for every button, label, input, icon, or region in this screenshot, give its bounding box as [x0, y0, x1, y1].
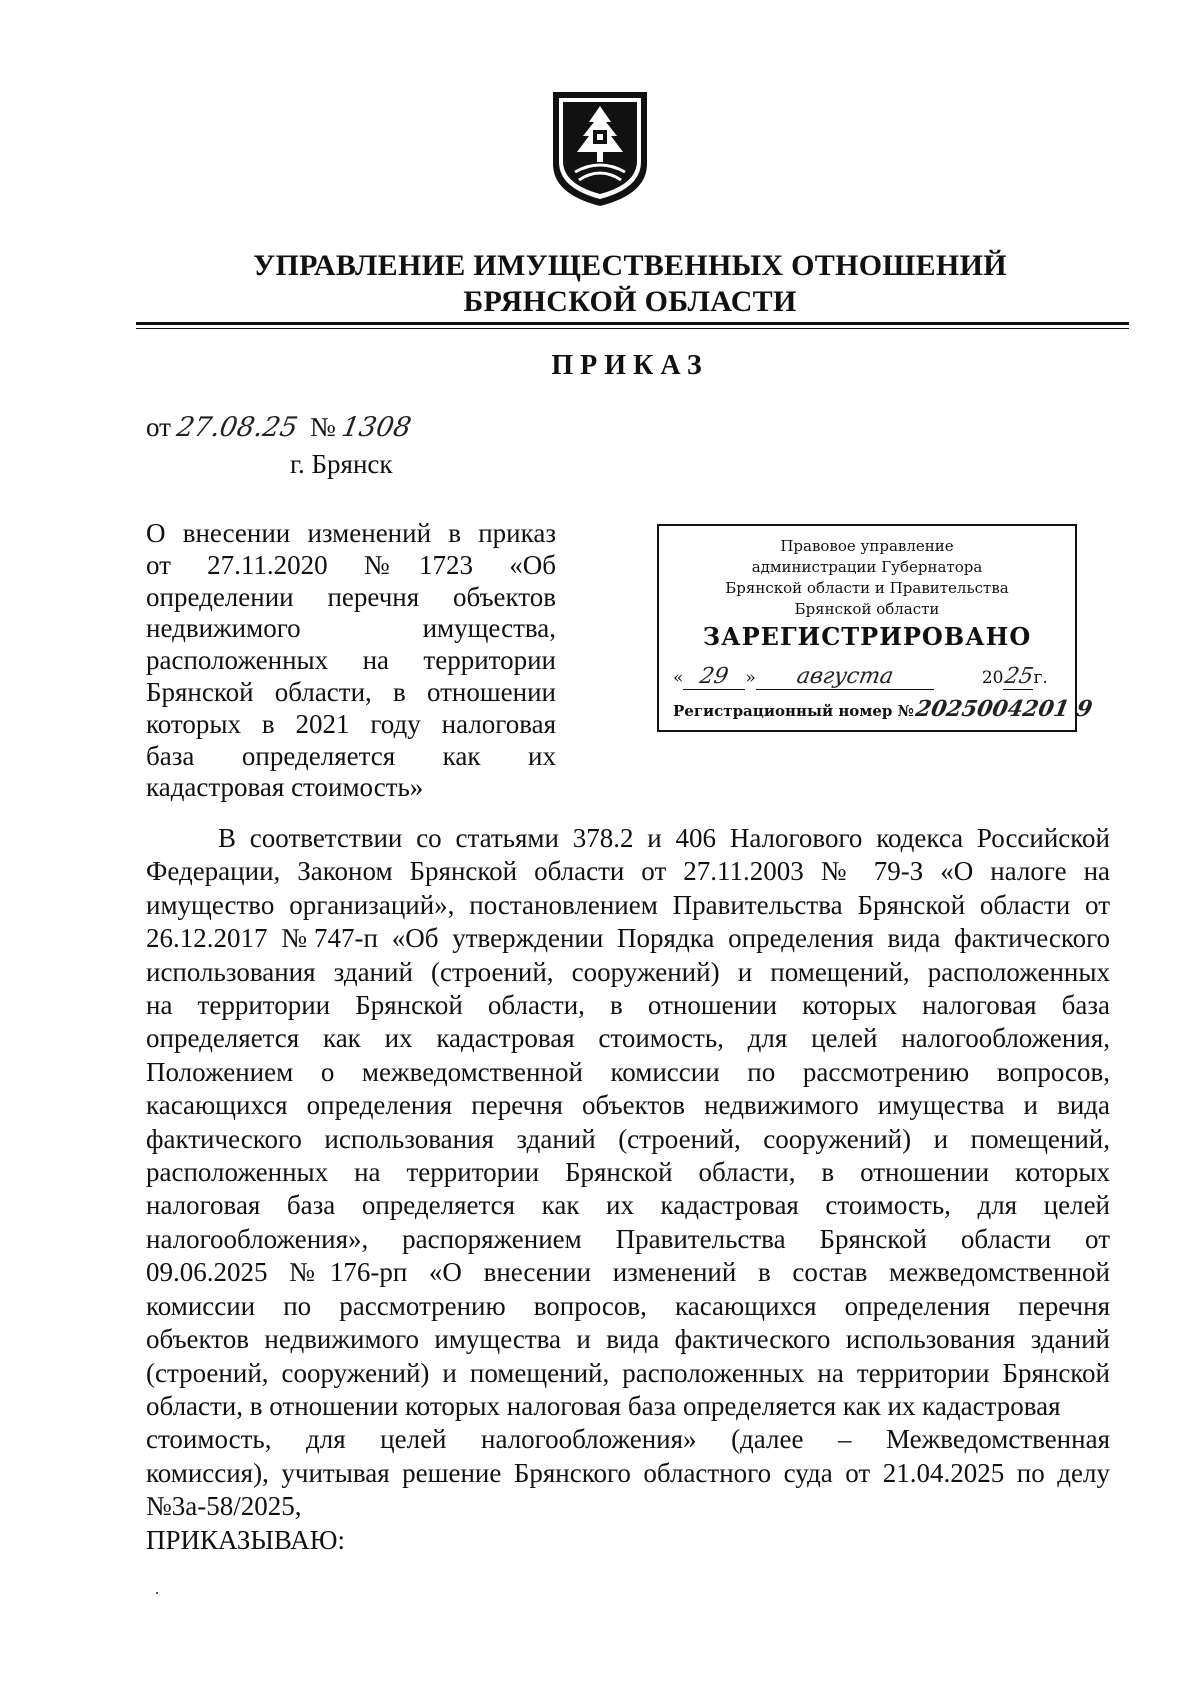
stamp-registration-number-line [673, 696, 1095, 722]
body-line: фактического использования зданий (строений, сооружений) и помещений, [146, 1123, 1110, 1154]
header-divider-thick [136, 322, 1129, 325]
body-text [146, 822, 1110, 1557]
subject-line: О внесении изменений в приказ [146, 518, 556, 548]
body-line: на территории Брянской области, в отношении которых налоговая база [146, 990, 1110, 1021]
body-line: расположенных на территории Брянской области, в отношении которых [146, 1157, 1110, 1188]
subject-line: кадастровая стоимость» [146, 772, 424, 803]
stamp-close-quote: » [745, 668, 756, 688]
handwritten-date: 27.08.25 [174, 412, 301, 443]
subject-line: недвижимого имущества, [146, 613, 556, 644]
body-line: области, в отношении которых налоговая база определяется как их кадастровая [146, 1390, 1061, 1421]
header-divider-thin [136, 328, 1129, 329]
body-line: В соответствии со статьями 378.2 и 406 Налогового кодекса Российской [218, 823, 1110, 853]
stamp-year-mark: г. [1033, 668, 1048, 688]
stamp-date-line [673, 664, 1065, 694]
body-line: объектов недвижимого имущества и вида фактического использования зданий [146, 1324, 1110, 1355]
stamp-line: Брянской области и Правительства [725, 579, 1009, 597]
organization-name-line2: БРЯНСКОЙ ОБЛАСТИ [463, 285, 797, 318]
subject-line: определении перечня объектов [146, 581, 556, 612]
body-line: определяется как их кадастровая стоимость, для целей налогообложения, [146, 1023, 1110, 1054]
body-line: использования зданий (строений, сооружений) и помещений, расположенных [146, 956, 1110, 987]
body-line: Положением о межведомственной комиссии по рассмотрению вопросов, [146, 1056, 1110, 1087]
body-line: имущество организаций», постановлением Правительства Брянской области от [146, 889, 1110, 920]
stamp-open-quote: « [673, 668, 684, 688]
stamp-registered: ЗАРЕГИСТРИРОВАНО [702, 622, 1032, 651]
body-line: №3а-58/2025, [146, 1491, 302, 1522]
order-directive: ПРИКАЗЫВАЮ: [146, 1524, 345, 1555]
body-line: 09.06.2025 №176-рп «О внесении изменений в состав межведомственной [146, 1257, 1110, 1288]
subject-line: от 27.11.2020 №1723 «Об [146, 549, 556, 580]
stamp-year-prefix: 20 [981, 668, 1004, 688]
subject-line: база определяется как их [146, 740, 556, 771]
stamp-day: 29 [698, 664, 731, 689]
body-line: стоимость, для целей налогообложения» (далее – Межведомственная [146, 1424, 1110, 1455]
body-line: комиссия), учитывая решение Брянского областного суда от 21.04.2025 по делу [146, 1457, 1110, 1488]
stamp-year-suffix: 25 [1003, 664, 1036, 689]
subject-line: которых в 2021 году налоговая [146, 708, 556, 739]
subject-line: Брянской области, в отношении [146, 676, 556, 707]
body-line: налогообложения», распоряжением Правительства Брянской области от [146, 1223, 1110, 1254]
stamp-reg-number: 2025004201 9 [913, 696, 1095, 722]
date-prefix: от [146, 412, 171, 442]
body-line: касающихся определения перечня объектов недвижимого имущества и вида [146, 1090, 1110, 1121]
stamp-month: августа [794, 664, 896, 689]
stamp-line: Правовое управление [780, 537, 954, 555]
coat-of-arms-icon [545, 86, 655, 210]
body-line: (строений, сооружений) и помещений, расположенных на территории Брянской [146, 1357, 1110, 1388]
document-type: ПРИКАЗ [551, 350, 709, 381]
body-line: 26.12.2017 №747-п «Об утверждении Порядка определения вида фактического [146, 923, 1110, 954]
subject-block [146, 518, 556, 804]
number-prefix: № [309, 412, 336, 442]
registration-stamp [657, 524, 1095, 732]
body-line: Федерации, Законом Брянской области от 27.11.2003 № 79-З «О налоге на [146, 856, 1110, 887]
date-number-line [146, 410, 416, 445]
body-line: комиссии по рассмотрению вопросов, касающихся определения перечня [146, 1290, 1110, 1321]
stamp-line: администрации Губернатора [751, 558, 983, 576]
scan-speck [156, 1592, 158, 1594]
organization-name-line1: УПРАВЛЕНИЕ ИМУЩЕСТВЕННЫХ ОТНОШЕНИЙ [253, 249, 1007, 282]
stamp-reg-label: Регистрационный номер № [673, 702, 914, 720]
body-line: налоговая база определяется как их кадастровая стоимость, для целей [146, 1190, 1110, 1221]
handwritten-number: 1308 [339, 412, 414, 443]
city: г. Брянск [290, 449, 393, 479]
subject-line: расположенных на территории [146, 645, 556, 676]
stamp-line: Брянской области [794, 600, 940, 618]
